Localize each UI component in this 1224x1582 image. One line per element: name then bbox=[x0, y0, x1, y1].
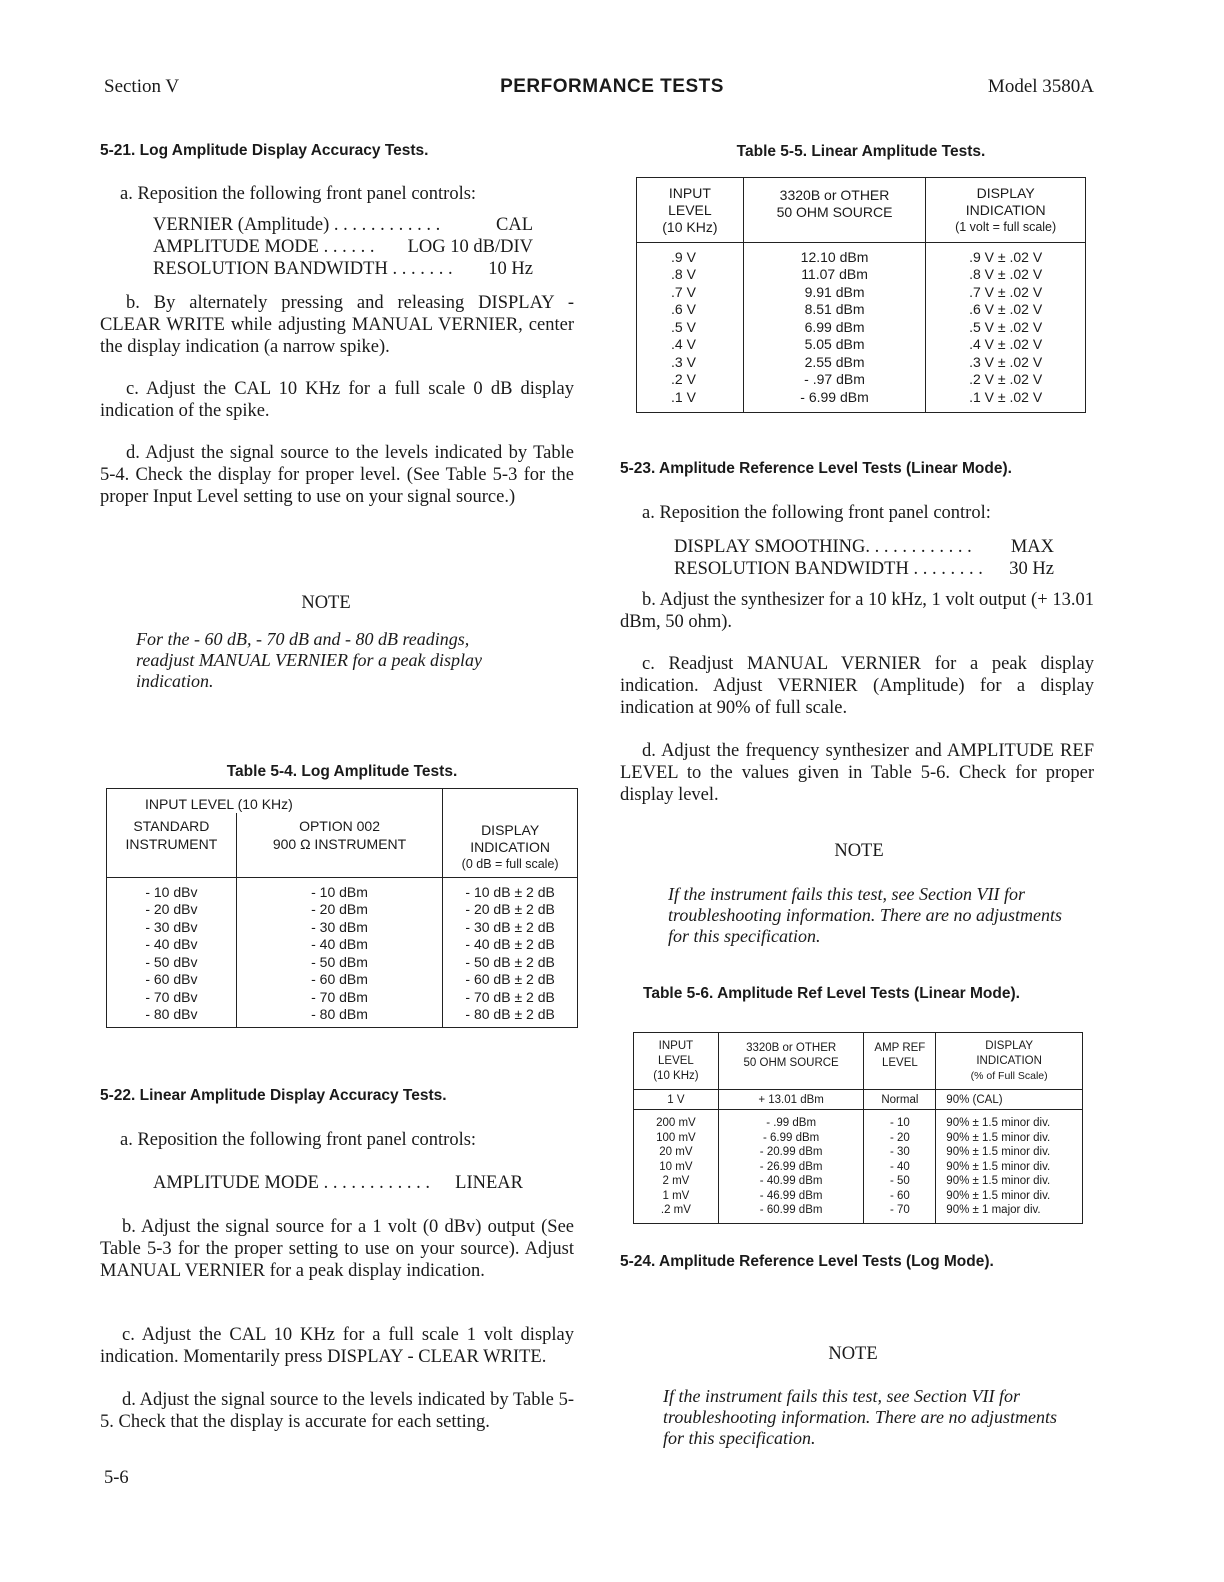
page-number: 5-6 bbox=[104, 1468, 129, 1488]
table-cell: - 40 dB ± 2 dB bbox=[465, 936, 555, 953]
table-cell: - 70 dB ± 2 dB bbox=[465, 988, 555, 1005]
table-cell: 2.55 dBm bbox=[743, 353, 926, 371]
table-cell: .2 V bbox=[637, 371, 744, 389]
table-cell: - 46.99 dBm bbox=[718, 1189, 864, 1204]
header-line: (10 KHz) bbox=[653, 1069, 699, 1082]
control-row bbox=[153, 214, 533, 236]
control-row bbox=[674, 536, 1054, 558]
table-cell: 20 mV bbox=[634, 1145, 719, 1160]
header-line: (10 KHz) bbox=[662, 218, 718, 235]
control-row bbox=[153, 258, 533, 280]
header-line: (1 volt = full scale) bbox=[955, 219, 1057, 234]
table-cell: 90% ± 1.5 minor div. bbox=[946, 1146, 1051, 1159]
table-cell: - 60 bbox=[864, 1189, 936, 1204]
control-row bbox=[153, 1172, 523, 1194]
header-line: INPUT bbox=[658, 1039, 694, 1052]
header-line: 3320B or OTHER bbox=[779, 187, 890, 203]
table-cell: - 26.99 dBm bbox=[718, 1160, 864, 1175]
header-line: 3320B or OTHER bbox=[746, 1042, 837, 1054]
page-title: PERFORMANCE TESTS bbox=[500, 76, 724, 97]
s522-step-a: a. Reposition the following front panel controls: bbox=[120, 1130, 477, 1150]
column-header-source bbox=[718, 1033, 864, 1090]
header-line: 50 OHM SOURCE bbox=[743, 1057, 839, 1069]
column-header-option-002 bbox=[236, 813, 442, 878]
table-cell: .5 V bbox=[637, 318, 744, 336]
s521-step-a: a. Reposition the following front panel controls: bbox=[120, 184, 477, 204]
table-5-6-caption: Table 5-6. Amplitude Ref Level Tests (Linear Mode). bbox=[643, 985, 1020, 1002]
table-cell: 90% ± 1.5 minor div. bbox=[946, 1160, 1051, 1173]
table-cell: .7 V ± .02 V bbox=[969, 283, 1043, 300]
header-line: INDICATION bbox=[976, 1054, 1042, 1067]
note-text: For the - 60 dB, - 70 dB and - 80 dB readings, readjust MANUAL VERNIER for a peak display indication. bbox=[136, 629, 482, 691]
header-line: INPUT bbox=[668, 184, 711, 201]
column-header-display bbox=[936, 1033, 1083, 1090]
header-line: DISPLAY bbox=[481, 822, 540, 838]
table-cell: 6.99 dBm bbox=[743, 318, 926, 336]
table-cell: - 20.99 dBm bbox=[718, 1145, 864, 1160]
table-cell: - 60 dBv bbox=[107, 971, 237, 989]
s522-control-list bbox=[153, 1172, 523, 1194]
header-line: (0 dB = full scale) bbox=[461, 857, 559, 871]
control-row bbox=[674, 558, 1054, 580]
table-cell: Normal bbox=[864, 1090, 936, 1110]
column-header-input-level bbox=[637, 178, 744, 243]
s523-control-list bbox=[674, 536, 1054, 580]
control-row bbox=[153, 236, 533, 258]
table-cell: 200 mV bbox=[634, 1110, 719, 1131]
table-5-5-caption: Table 5-5. Linear Amplitude Tests. bbox=[736, 143, 986, 160]
table-cell: - 6.99 dBm bbox=[718, 1131, 864, 1146]
s522-step-b: b. Adjust the signal source for a 1 volt (0 dBv) output (See Table 5-3 for the proper setting to use on your source). Adjust MANUAL VERNIER for a peak display indication. bbox=[100, 1217, 574, 1281]
s523-step-c: c. Readjust MANUAL VERNIER for a peak display indication. Adjust VERNIER (Amplitude) for a display indication at 90% of full scale. bbox=[620, 654, 1094, 718]
table-cell: - 50 dB ± 2 dB bbox=[465, 953, 555, 970]
table-group-header: INPUT LEVEL (10 KHz) bbox=[107, 789, 443, 814]
table-cell: - 70 dBm bbox=[236, 988, 442, 1006]
control-label: AMPLITUDE MODE . . . . . . . . . . . . bbox=[153, 1173, 430, 1193]
note-text: If the instrument fails this test, see Section VII for troubleshooting information. There are no adjustments for this specification. bbox=[668, 884, 1062, 946]
table-cell: - 30 dB ± 2 dB bbox=[465, 918, 555, 935]
s523-step-a: a. Reposition the following front panel control: bbox=[642, 503, 991, 523]
section-5-22-heading: 5-22. Linear Amplitude Display Accuracy Tests. bbox=[100, 1087, 447, 1104]
table-cell: .2 mV bbox=[634, 1203, 719, 1223]
control-label: RESOLUTION BANDWIDTH . . . . . . . . bbox=[674, 559, 983, 579]
control-value: MAX bbox=[1010, 537, 1054, 557]
table-cell: - 80 dBm bbox=[236, 1006, 442, 1028]
control-value: LINEAR bbox=[455, 1173, 523, 1193]
table-cell: 1 mV bbox=[634, 1189, 719, 1204]
table-cell: .4 V bbox=[637, 336, 744, 354]
table-cell: - 10 dB ± 2 dB bbox=[465, 883, 555, 900]
table-cell: - 40 dBm bbox=[236, 936, 442, 954]
s522-step-d: d. Adjust the signal source to the levels indicated by Table 5-5. Check that the display is accurate for each setting. bbox=[100, 1390, 574, 1432]
s521-step-d: d. Adjust the signal source to the levels indicated by Table 5-4. Check the display for proper level. (See Table 5-3 for the proper Input Level setting to use on your signal source.) bbox=[100, 443, 574, 507]
table-cell: - 20 dBv bbox=[107, 901, 237, 919]
note-title: NOTE bbox=[828, 1344, 878, 1364]
column-header-source bbox=[743, 178, 926, 243]
table-cell: .1 V ± .02 V bbox=[969, 388, 1043, 405]
table-cell: .4 V ± .02 V bbox=[969, 336, 1043, 353]
column-header-amp-ref bbox=[864, 1033, 936, 1090]
control-value: 30 Hz bbox=[1009, 559, 1054, 579]
table-cell: 2 mV bbox=[634, 1174, 719, 1189]
table-cell: .8 V ± .02 V bbox=[969, 266, 1043, 283]
control-label: DISPLAY SMOOTHING. . . . . . . . . . . . bbox=[674, 537, 972, 557]
table-cell: - 50 dBm bbox=[236, 953, 442, 971]
table-cell: 90% ± 1.5 minor div. bbox=[946, 1131, 1051, 1144]
s521-step-c: c. Adjust the CAL 10 KHz for a full scale 0 dB display indication of the spike. bbox=[100, 379, 574, 421]
column-header-input-level bbox=[634, 1033, 719, 1090]
table-cell: - 40 dBv bbox=[107, 936, 237, 954]
header-line: INSTRUMENT bbox=[125, 836, 218, 852]
table-cell: .5 V ± .02 V bbox=[969, 318, 1043, 335]
table-cell: - 70 dBv bbox=[107, 988, 237, 1006]
table-cell: 8.51 dBm bbox=[743, 301, 926, 319]
table-cell: - 10 bbox=[864, 1110, 936, 1131]
table-cell: - 60 dB ± 2 dB bbox=[465, 971, 555, 988]
table-cell: - 20 dBm bbox=[236, 901, 442, 919]
header-line: OPTION 002 bbox=[299, 818, 380, 834]
section-5-21-heading: 5-21. Log Amplitude Display Accuracy Tests. bbox=[100, 142, 429, 159]
header-line: AMP REF bbox=[874, 1042, 926, 1054]
s523-step-d: d. Adjust the frequency synthesizer and AMPLITUDE REF LEVEL to the values given in Table 5-6. Check for proper display level. bbox=[620, 741, 1094, 805]
note-title: NOTE bbox=[834, 841, 884, 861]
s521-control-list bbox=[153, 214, 533, 280]
table-cell: .1 V bbox=[637, 388, 744, 412]
table-cell: - 40.99 dBm bbox=[718, 1174, 864, 1189]
table-cell: + 13.01 dBm bbox=[718, 1090, 864, 1110]
control-value: LOG 10 dB/DIV bbox=[407, 237, 533, 257]
table-cell: 90% (CAL) bbox=[946, 1093, 1003, 1106]
table-cell: .2 V ± .02 V bbox=[969, 371, 1043, 388]
control-value: 10 Hz bbox=[488, 259, 533, 279]
table-cell: - 40 bbox=[864, 1160, 936, 1175]
table-cell: 10 mV bbox=[634, 1160, 719, 1175]
table-cell: .7 V bbox=[637, 283, 744, 301]
table-5-4 bbox=[106, 788, 578, 1028]
header-line: LEVEL bbox=[881, 1057, 918, 1069]
table-cell: - 20 dB ± 2 dB bbox=[465, 901, 555, 918]
table-cell: - 30 bbox=[864, 1145, 936, 1160]
table-cell: 5.05 dBm bbox=[743, 336, 926, 354]
table-cell: - .97 dBm bbox=[743, 371, 926, 389]
s521-step-b: b. By alternately pressing and releasing DISPLAY - CLEAR WRITE while adjusting MANUAL VERNIER, center the display indication (a narrow spike). bbox=[100, 293, 574, 357]
section-5-23-heading: 5-23. Amplitude Reference Level Tests (Linear Mode). bbox=[620, 460, 1012, 477]
control-label: VERNIER (Amplitude) . . . . . . . . . . . . bbox=[153, 215, 441, 235]
table-cell: - 60 dBm bbox=[236, 971, 442, 989]
table-cell: - 60.99 dBm bbox=[718, 1203, 864, 1223]
header-line: (% of Full Scale) bbox=[970, 1069, 1048, 1082]
table-cell: .9 V ± .02 V bbox=[969, 248, 1043, 265]
header-line: 900 Ω INSTRUMENT bbox=[272, 836, 407, 852]
table-cell: - 30 dBv bbox=[107, 918, 237, 936]
table-cell: 90% ± 1.5 minor div. bbox=[946, 1117, 1051, 1130]
control-value: CAL bbox=[496, 215, 533, 235]
table-cell: .6 V ± .02 V bbox=[969, 301, 1043, 318]
control-label: AMPLITUDE MODE . . . . . . bbox=[153, 237, 375, 257]
header-line: 50 OHM SOURCE bbox=[776, 204, 893, 220]
table-cell: 90% ± 1 major div. bbox=[946, 1204, 1041, 1217]
table-5-5 bbox=[636, 177, 1086, 413]
header-line: DISPLAY bbox=[985, 1039, 1034, 1052]
column-header-display bbox=[443, 789, 578, 878]
table-cell: - 6.99 dBm bbox=[743, 388, 926, 412]
table-5-4-caption: Table 5-4. Log Amplitude Tests. bbox=[226, 763, 458, 780]
header-line: DISPLAY bbox=[976, 184, 1035, 201]
table-cell: .8 V bbox=[637, 266, 744, 284]
header-line: LEVEL bbox=[668, 201, 712, 218]
table-cell: 90% ± 1.5 minor div. bbox=[946, 1175, 1051, 1188]
header-line: STANDARD bbox=[133, 818, 210, 834]
table-cell: .6 V bbox=[637, 301, 744, 319]
header-line: INDICATION bbox=[470, 839, 551, 855]
table-cell: 11.07 dBm bbox=[743, 266, 926, 284]
table-cell: - 80 dBv bbox=[107, 1006, 237, 1028]
table-cell: .3 V ± .02 V bbox=[969, 353, 1043, 370]
table-5-6 bbox=[633, 1032, 1083, 1224]
header-line: INDICATION bbox=[965, 201, 1046, 218]
table-cell: - 30 dBm bbox=[236, 918, 442, 936]
header-line: LEVEL bbox=[658, 1054, 694, 1067]
control-label: RESOLUTION BANDWIDTH . . . . . . . bbox=[153, 259, 453, 279]
section-label: Section V bbox=[104, 76, 180, 97]
table-cell: - 50 dBv bbox=[107, 953, 237, 971]
table-cell: 12.10 dBm bbox=[743, 243, 926, 266]
table-cell: 100 mV bbox=[634, 1131, 719, 1146]
column-header-standard bbox=[107, 813, 237, 878]
table-cell: 1 V bbox=[634, 1090, 719, 1110]
column-header-display bbox=[926, 178, 1086, 243]
table-cell: .9 V bbox=[637, 243, 744, 266]
table-cell: .3 V bbox=[637, 353, 744, 371]
table-cell: 90% ± 1.5 minor div. bbox=[946, 1189, 1051, 1202]
note-text: If the instrument fails this test, see Section VII for troubleshooting information. There are no adjustments for this specification. bbox=[663, 1386, 1057, 1448]
s523-step-b: b. Adjust the synthesizer for a 10 kHz, 1 volt output (+ 13.01 dBm, 50 ohm). bbox=[620, 590, 1094, 632]
table-cell: - 80 dB ± 2 dB bbox=[465, 1006, 555, 1023]
table-cell: - 10 dBv bbox=[107, 878, 237, 901]
table-cell: - 70 bbox=[864, 1203, 936, 1223]
table-cell: - 10 dBm bbox=[236, 878, 442, 901]
table-cell: 9.91 dBm bbox=[743, 283, 926, 301]
model-label: Model 3580A bbox=[987, 76, 1094, 97]
table-cell: - .99 dBm bbox=[718, 1110, 864, 1131]
note-title: NOTE bbox=[301, 593, 351, 613]
s522-step-c: c. Adjust the CAL 10 KHz for a full scale 1 volt display indication. Momentarily press DISPLAY - CLEAR WRITE. bbox=[100, 1325, 574, 1367]
table-cell: - 50 bbox=[864, 1174, 936, 1189]
table-cell: - 20 bbox=[864, 1131, 936, 1146]
section-5-24-heading: 5-24. Amplitude Reference Level Tests (Log Mode). bbox=[620, 1253, 994, 1270]
